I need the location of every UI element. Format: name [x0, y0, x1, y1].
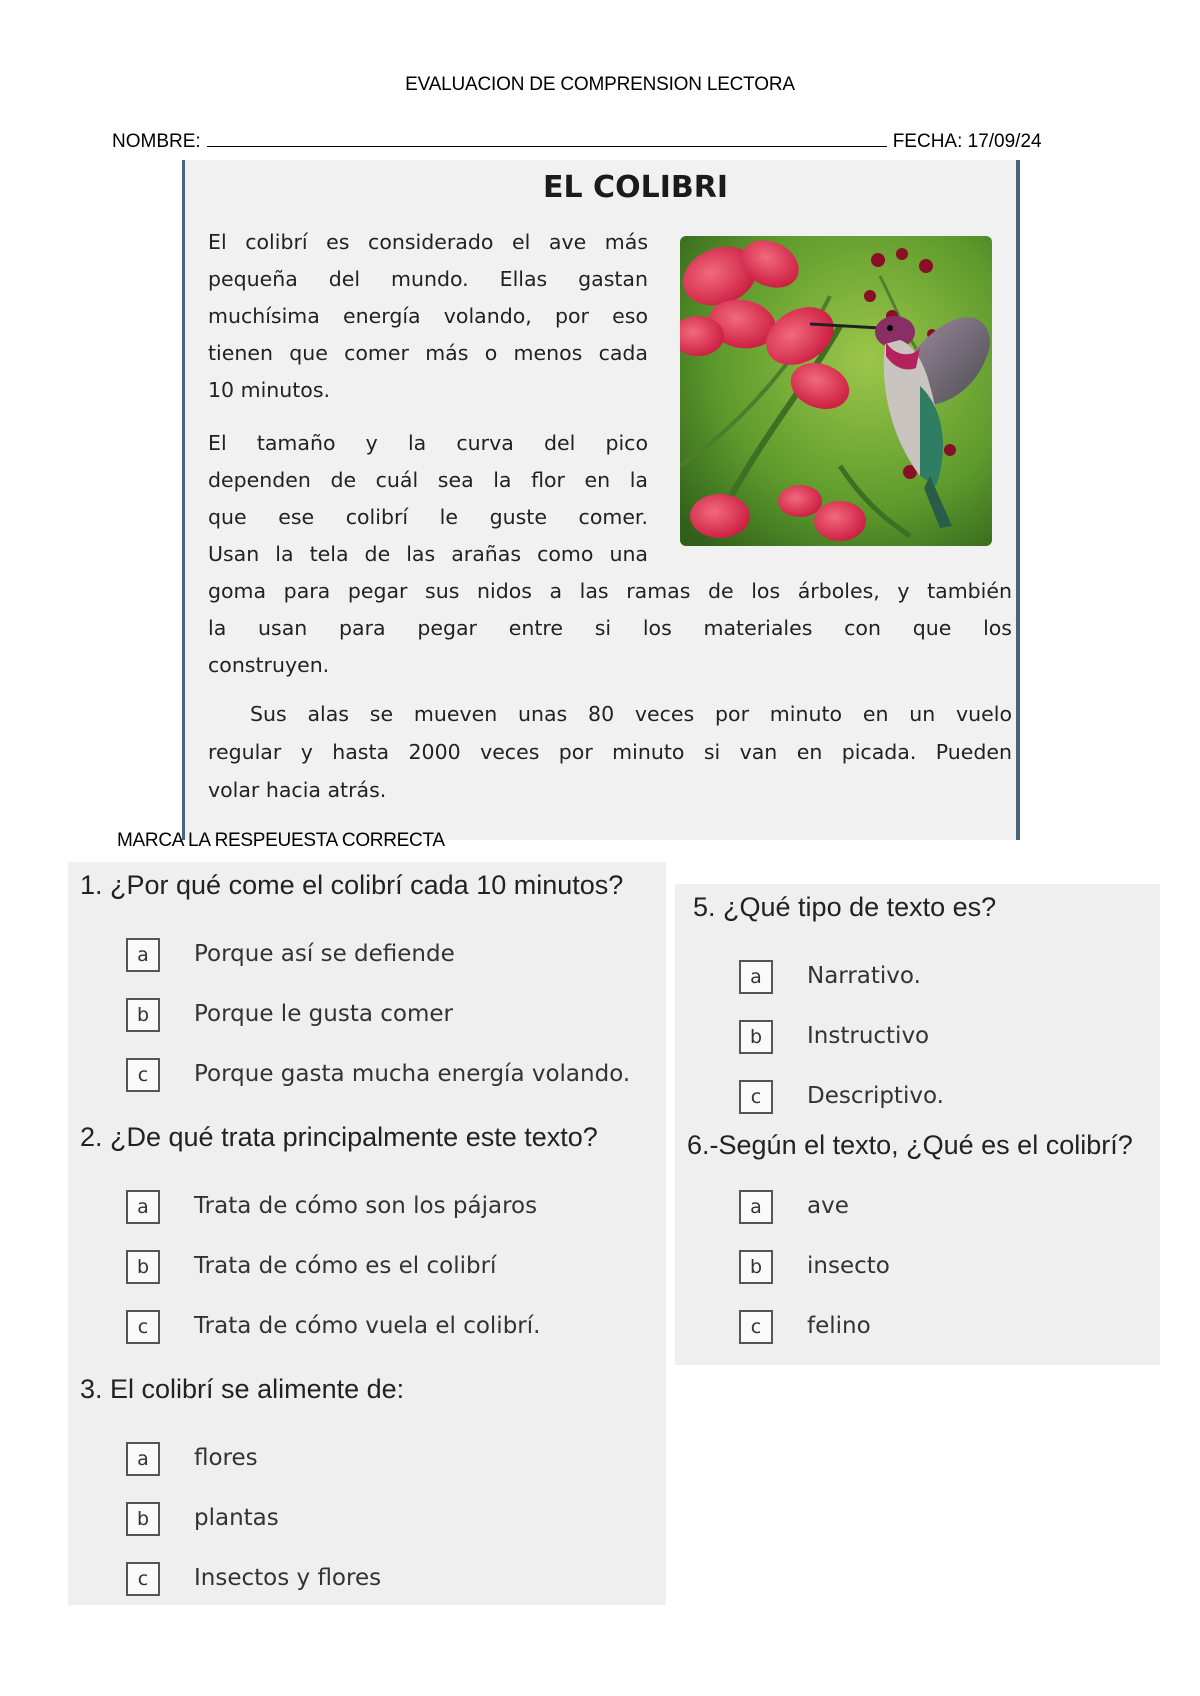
checkbox-b[interactable]: b	[126, 998, 160, 1032]
reading-line: Usan la tela de las arañas como una	[208, 542, 648, 566]
option-text: Trata de cómo vuela el colibrí.	[194, 1313, 541, 1339]
reading-line: volar hacia atrás.	[208, 778, 387, 802]
checkbox-a[interactable]: a	[739, 1190, 773, 1224]
reading-line: pequeña del mundo. Ellas gastan	[208, 267, 648, 291]
reading-line: Sus alas se mueven unas 80 veces por minuto en un vuelo	[250, 702, 1012, 726]
option-text: Insectos y flores	[194, 1565, 382, 1591]
hummingbird-image	[680, 236, 992, 546]
name-date-line	[112, 128, 1042, 153]
option-text: ave	[807, 1193, 849, 1219]
checkbox-a[interactable]: a	[126, 938, 160, 972]
document-title: EVALUACION DE COMPRENSION LECTORA	[405, 74, 795, 95]
reading-line: construyen.	[208, 653, 330, 677]
reading-title: EL COLIBRI	[543, 170, 728, 205]
reading-line: goma para pegar sus nidos a las ramas de los árboles, y también	[208, 579, 1012, 603]
option-text: Descriptivo.	[807, 1083, 944, 1109]
reading-line: El colibrí es considerado el ave más	[208, 230, 648, 254]
option-text: Porque le gusta comer	[194, 1001, 453, 1027]
checkbox-a[interactable]: a	[126, 1190, 160, 1224]
reading-line: dependen de cuál sea la flor en la	[208, 468, 648, 492]
questions-panel-left	[68, 862, 666, 1605]
reading-line: 10 minutos.	[208, 378, 331, 402]
option-text: plantas	[194, 1505, 279, 1531]
reading-line: que ese colibrí le guste comer.	[208, 505, 648, 529]
name-blank-field[interactable]	[207, 128, 887, 147]
option-text: Instructivo	[807, 1023, 930, 1049]
option-text: Trata de cómo es el colibrí	[194, 1253, 497, 1279]
checkbox-a[interactable]: a	[739, 960, 773, 994]
question-1-title: 1. ¿Por qué come el colibrí cada 10 minutos?	[80, 870, 624, 900]
checkbox-b[interactable]: b	[126, 1250, 160, 1284]
reading-line: regular y hasta 2000 veces por minuto si van en picada. Pueden	[208, 740, 1012, 764]
checkbox-c[interactable]: c	[126, 1058, 160, 1092]
option-text: insecto	[807, 1253, 890, 1279]
checkbox-b[interactable]: b	[739, 1250, 773, 1284]
checkbox-a[interactable]: a	[126, 1442, 160, 1476]
reading-line: la usan para pegar entre si los materiales con que los	[208, 616, 1012, 640]
question-6-title: 6.-Según el texto, ¿Qué es el colibrí?	[687, 1130, 1133, 1160]
date-label: FECHA: 17/09/24	[892, 131, 1042, 152]
instructions: MARCA LA RESPEUESTA CORRECTA	[117, 830, 445, 851]
option-text: Narrativo.	[807, 963, 921, 989]
checkbox-c[interactable]: c	[126, 1562, 160, 1596]
option-text: Porque gasta mucha energía volando.	[194, 1061, 631, 1087]
option-text: flores	[194, 1445, 258, 1471]
option-text: Porque así se defiende	[194, 941, 455, 967]
reading-line: tienen que comer más o menos cada	[208, 341, 648, 365]
questions-panel-right	[675, 884, 1160, 1365]
name-label: NOMBRE:	[112, 131, 201, 152]
option-text: Trata de cómo son los pájaros	[194, 1193, 538, 1219]
question-3-title: 3. El colibrí se alimente de:	[80, 1374, 405, 1404]
checkbox-c[interactable]: c	[739, 1080, 773, 1114]
option-text: felino	[807, 1313, 871, 1339]
reading-line: muchísima energía volando, por eso	[208, 304, 648, 328]
question-2-title: 2. ¿De qué trata principalmente este texto?	[80, 1122, 598, 1152]
checkbox-c[interactable]: c	[739, 1310, 773, 1344]
checkbox-b[interactable]: b	[126, 1502, 160, 1536]
reading-line: El tamaño y la curva del pico	[208, 431, 648, 455]
checkbox-b[interactable]: b	[739, 1020, 773, 1054]
question-5-title: 5. ¿Qué tipo de texto es?	[693, 892, 997, 922]
checkbox-c[interactable]: c	[126, 1310, 160, 1344]
